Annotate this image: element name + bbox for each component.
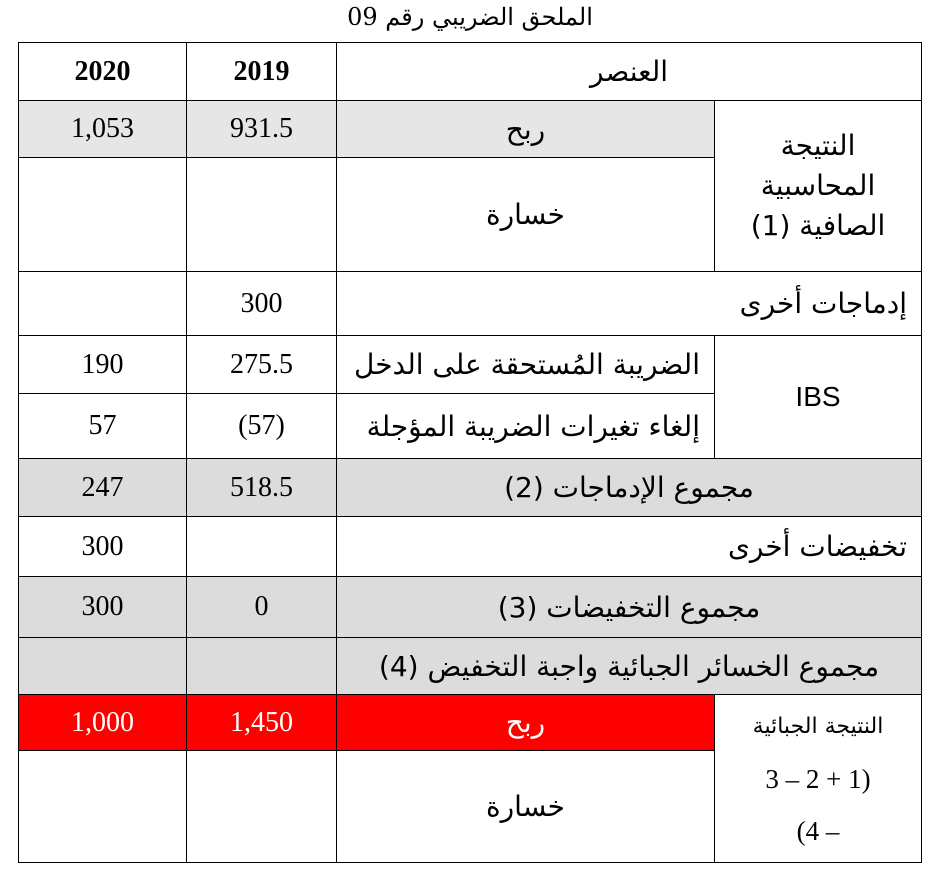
tax-annex-table <box>18 42 922 863</box>
tax-loss-2020 <box>19 751 187 863</box>
total-deductions-row <box>19 577 922 638</box>
accounting-loss-label: خسارة <box>337 158 715 272</box>
accounting-profit-label: ربح <box>337 101 715 158</box>
total-reintegrations-row <box>19 459 922 517</box>
accounting-result-line2: المحاسبية <box>760 169 876 202</box>
total-reintegrations-2020: 247 <box>19 459 187 517</box>
total-deductions-label: مجموع التخفيضات (3) <box>337 577 922 638</box>
total-deductions-2020: 300 <box>19 577 187 638</box>
ibs-deferred-2020: 57 <box>19 394 187 459</box>
accounting-profit-row <box>19 101 922 158</box>
tax-result-label <box>715 695 922 863</box>
other-deductions-row <box>19 517 922 577</box>
other-deductions-label: تخفيضات أخرى <box>337 517 922 577</box>
header-2019: 2019 <box>187 43 337 101</box>
tax-profit-2019: 1,450 <box>187 695 337 751</box>
header-2020: 2020 <box>19 43 187 101</box>
ibs-deferred-2019: (57) <box>187 394 337 459</box>
tax-loss-label: خسارة <box>337 751 715 863</box>
accounting-profit-2019: 931.5 <box>187 101 337 158</box>
other-deductions-2020: 300 <box>19 517 187 577</box>
tax-loss-2019 <box>187 751 337 863</box>
total-losses-2019 <box>187 638 337 695</box>
ibs-due-tax-row <box>19 336 922 394</box>
accounting-loss-2019 <box>187 158 337 272</box>
accounting-profit-2020: 1,053 <box>19 101 187 158</box>
ibs-deferred-label: إلغاء تغيرات الضريبة المؤجلة <box>337 394 715 459</box>
other-reintegrations-row <box>19 272 922 336</box>
total-losses-label: مجموع الخسائر الجبائية واجبة التخفيض (4) <box>337 638 922 695</box>
total-losses-row <box>19 638 922 695</box>
tax-profit-2020: 1,000 <box>19 695 187 751</box>
other-deductions-2019 <box>187 517 337 577</box>
ibs-due-tax-2020: 190 <box>19 336 187 394</box>
other-reintegrations-2020 <box>19 272 187 336</box>
ibs-label: IBS <box>715 336 922 459</box>
tax-profit-label: ربح <box>337 695 715 751</box>
total-deductions-2019: 0 <box>187 577 337 638</box>
other-reintegrations-label: إدماجات أخرى <box>337 272 922 336</box>
page-title: الملحق الضريبي رقم 09 <box>347 3 593 31</box>
tax-result-line2: (1 + 2 – 3 <box>765 763 871 794</box>
tax-result-line1: النتيجة الجبائية <box>752 713 884 739</box>
tax-profit-row <box>19 695 922 751</box>
accounting-result-line1: النتيجة <box>780 129 856 162</box>
accounting-result-line3: الصافية (1) <box>750 209 886 242</box>
tax-result-line3: – 4) <box>796 815 840 846</box>
ibs-due-tax-2019: 275.5 <box>187 336 337 394</box>
accounting-result-label <box>715 101 922 272</box>
ibs-due-tax-label: الضريبة المُستحقة على الدخل <box>337 336 715 394</box>
total-reintegrations-2019: 518.5 <box>187 459 337 517</box>
total-reintegrations-label: مجموع الإدماجات (2) <box>337 459 922 517</box>
accounting-loss-2020 <box>19 158 187 272</box>
other-reintegrations-2019: 300 <box>187 272 337 336</box>
header-element: العنصر <box>337 43 922 101</box>
total-losses-2020 <box>19 638 187 695</box>
header-row <box>19 43 922 101</box>
